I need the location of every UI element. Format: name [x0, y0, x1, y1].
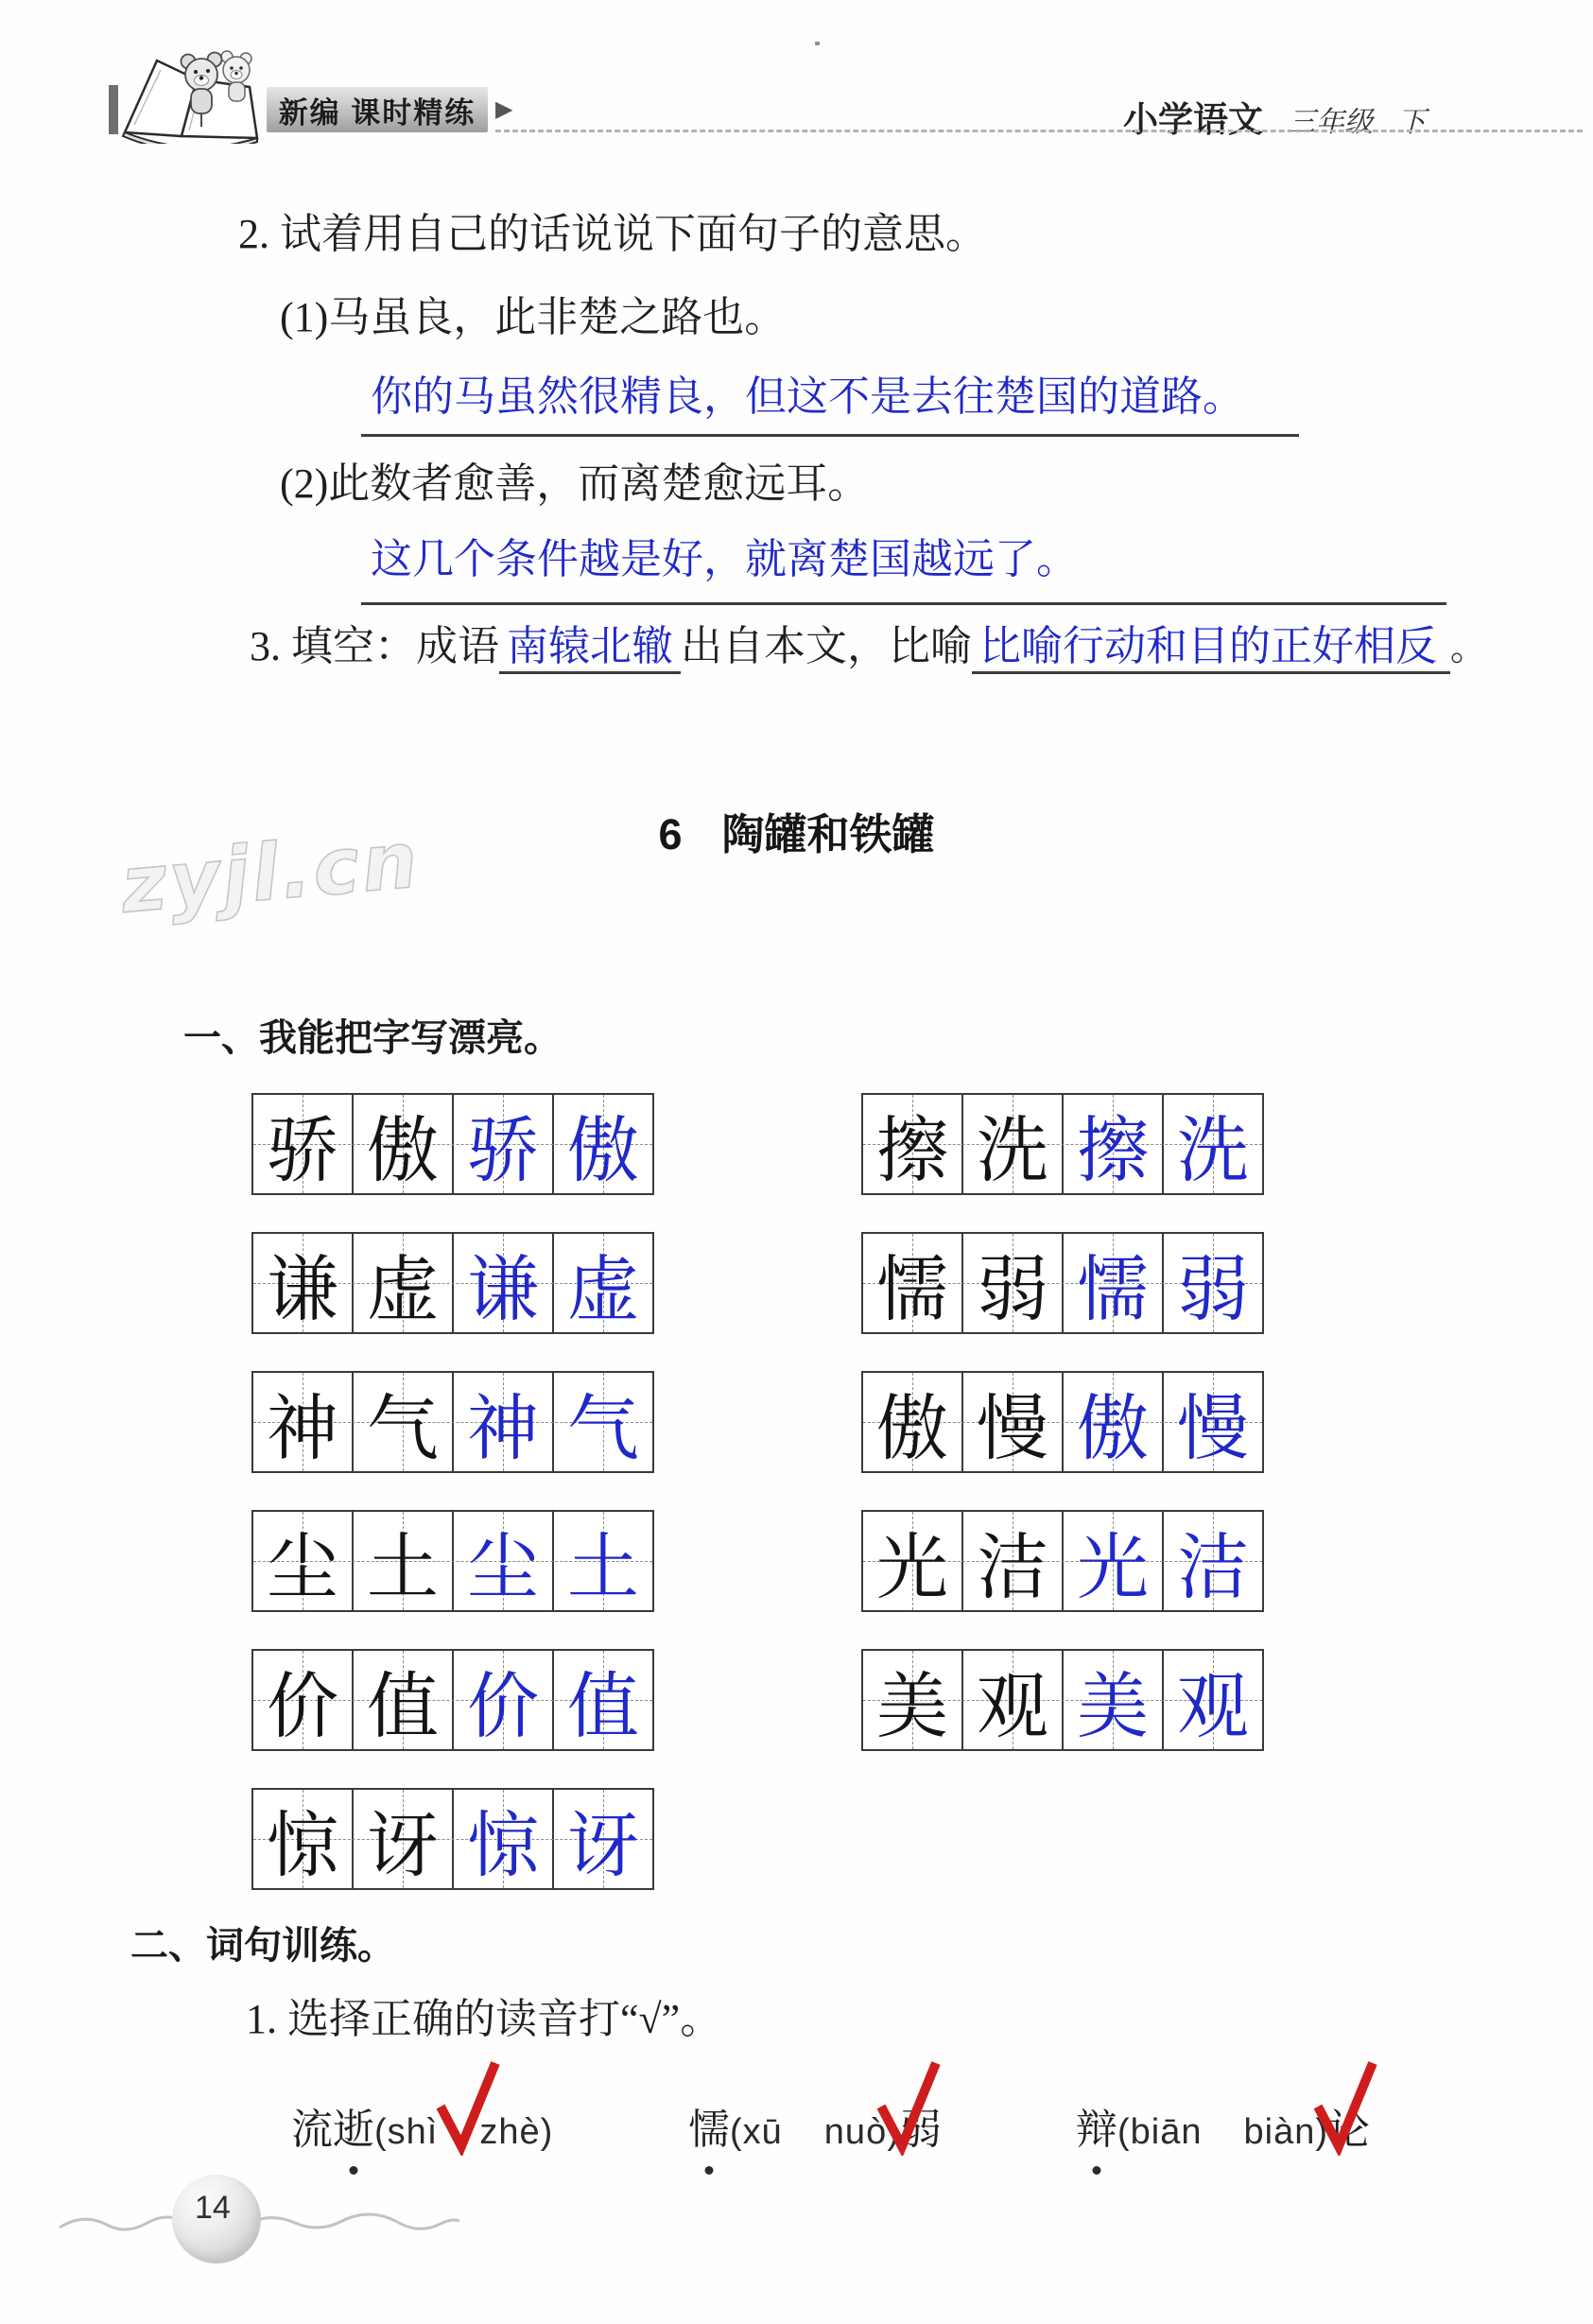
grid-char-traced: 讶	[567, 1806, 639, 1886]
grid-char: 洁	[977, 1528, 1048, 1608]
grid-char: 气	[367, 1389, 439, 1469]
exercise3-blank-2: 比喻行动和目的正好相反	[972, 623, 1450, 674]
exercise3-suffix: 。	[1450, 629, 1487, 668]
paren-close: )	[1315, 2112, 1328, 2152]
pronunciation-item-2	[688, 2095, 942, 2156]
print-artifact-dot	[815, 42, 820, 45]
grid-char: 傲	[876, 1389, 948, 1469]
grid-char-traced: 傲	[1077, 1389, 1149, 1469]
grid-char: 懦	[876, 1250, 948, 1330]
paren-close: )	[540, 2112, 554, 2152]
grid-char-traced: 骄	[467, 1111, 539, 1191]
grid-char: 讶	[367, 1806, 439, 1886]
grid-char: 美	[876, 1667, 948, 1747]
writing-grid-row	[861, 1510, 1264, 1612]
writing-grid-row	[251, 1093, 654, 1195]
banner-arrow-icon: ▶	[495, 95, 513, 122]
red-checkmark	[433, 2057, 503, 2156]
header-divider	[495, 130, 1583, 132]
emphasis-dotted-char: 懦	[688, 2095, 730, 2156]
exercise3-middle: 出自本文，比喻	[681, 623, 972, 669]
exercise3-blank-1: 南辕北辙	[499, 623, 681, 674]
writing-grid-row	[861, 1371, 1264, 1473]
writing-grid-row	[251, 1510, 654, 1612]
paren-open: (	[374, 2112, 388, 2152]
pinyin-option-1: shì	[387, 2112, 439, 2152]
grid-char: 神	[267, 1389, 338, 1469]
grid-char: 擦	[876, 1111, 948, 1191]
grid-char-traced: 土	[567, 1528, 639, 1608]
grid-char: 光	[876, 1528, 948, 1608]
grid-char-traced: 尘	[467, 1528, 539, 1608]
grid-char-traced: 懦	[1077, 1250, 1149, 1330]
pinyin-option-2: biàn	[1243, 2112, 1316, 2152]
header-grade: 三年级	[1288, 107, 1373, 138]
grid-char-traced: 洁	[1177, 1528, 1249, 1608]
logo-bar	[109, 85, 118, 134]
grid-char: 尘	[267, 1528, 338, 1608]
grid-char: 慢	[977, 1389, 1048, 1469]
grid-char-traced: 擦	[1077, 1111, 1149, 1191]
pinyin-option-2: nuò	[823, 2112, 888, 2152]
grid-char: 弱	[977, 1250, 1048, 1330]
grid-char: 土	[367, 1528, 439, 1608]
writing-grid-row	[251, 1649, 654, 1751]
brand-banner	[267, 87, 488, 132]
grid-char: 傲	[367, 1111, 439, 1191]
header-volume: 下	[1397, 107, 1426, 138]
pronunciation-item-1	[291, 2095, 553, 2156]
emphasis-dotted-char: 辩	[1076, 2095, 1117, 2156]
answer-line-2	[361, 602, 1446, 605]
emphasis-dotted-char: 逝	[333, 2095, 374, 2156]
grid-char-traced: 值	[567, 1667, 639, 1747]
red-checkmark	[1310, 2057, 1380, 2156]
grid-char-traced: 价	[467, 1667, 539, 1747]
lesson-name: 陶罐和铁罐	[721, 810, 935, 858]
writing-grid-row	[251, 1788, 654, 1890]
pinyin-option-1: biān	[1130, 2112, 1203, 2152]
watermark: zyjl.cn	[117, 815, 424, 931]
grid-char: 洗	[977, 1111, 1048, 1191]
writing-grid-row	[861, 1649, 1264, 1751]
grid-char-traced: 傲	[567, 1111, 639, 1191]
word-tail: 弱	[899, 2107, 942, 2153]
grid-char: 虚	[367, 1250, 439, 1330]
exercise2-answer-1: 你的马虽然很精良，但这不是去往楚国的道路。	[371, 373, 1244, 420]
writing-grid-row	[251, 1371, 654, 1473]
grid-char-traced: 谦	[467, 1250, 539, 1330]
grid-char-traced: 气	[567, 1389, 639, 1469]
grid-char-traced: 虚	[567, 1250, 639, 1330]
writing-grid-row	[251, 1232, 654, 1334]
exercise2-answer-2: 这几个条件越是好，就离楚国越远了。	[371, 536, 1078, 582]
grid-char: 价	[267, 1667, 338, 1747]
red-checkmark	[874, 2057, 944, 2156]
header-subject: 小学语文	[1123, 100, 1263, 139]
grid-char: 值	[367, 1667, 439, 1747]
exercise2-question-1: (1)马虽良，此非楚之路也。	[280, 294, 787, 340]
grid-char-traced: 光	[1077, 1528, 1149, 1608]
grid-char-traced: 惊	[467, 1806, 539, 1886]
grid-char: 骄	[267, 1111, 338, 1191]
pinyin-option-1: xū	[742, 2112, 783, 2152]
section-two-heading: 二、词句训练。	[130, 1925, 395, 1967]
pinyin-option-2: zhè	[479, 2112, 541, 2152]
grid-char-traced: 慢	[1177, 1389, 1249, 1469]
brand-title: 新编 课时精练	[278, 95, 476, 130]
answer-line-1	[361, 434, 1299, 437]
grid-char-traced: 美	[1077, 1667, 1149, 1747]
bear-body	[191, 89, 212, 113]
pronunciation-item-3	[1076, 2095, 1370, 2156]
word-tail: 论	[1328, 2107, 1370, 2153]
brand-logo-illustration	[106, 40, 276, 144]
header-edition-info	[1123, 91, 1426, 142]
exercise3-line	[250, 622, 1486, 671]
section-two-item1: 1. 选择正确的读音打“√”。	[246, 1996, 722, 2042]
grid-char: 观	[977, 1667, 1048, 1747]
writing-grid-row	[861, 1232, 1264, 1334]
exercise3-prefix: 3. 填空：成语	[250, 623, 499, 669]
page-number-ball	[172, 2175, 261, 2263]
grid-char: 谦	[267, 1250, 338, 1330]
paren-open: (	[1117, 2112, 1131, 2152]
page-number: 14	[195, 2190, 231, 2226]
paren-open: (	[730, 2112, 743, 2152]
grid-char-traced: 洗	[1177, 1111, 1249, 1191]
section-one-heading: 一、我能把字写漂亮。	[183, 1017, 562, 1059]
writing-grid-row	[861, 1093, 1264, 1195]
word-lead: 流	[291, 2107, 333, 2153]
exercise2-question-2: (2)此数者愈善，而离楚愈远耳。	[280, 460, 870, 507]
exercise2-title: 2. 试着用自己的话说说下面句子的意思。	[238, 211, 987, 257]
lesson-number: 6	[658, 810, 683, 858]
paren-close: )	[887, 2112, 900, 2152]
grid-char-traced: 观	[1177, 1667, 1249, 1747]
grid-char-traced: 弱	[1177, 1250, 1249, 1330]
grid-char-traced: 神	[467, 1389, 539, 1469]
grid-char: 惊	[267, 1806, 338, 1886]
